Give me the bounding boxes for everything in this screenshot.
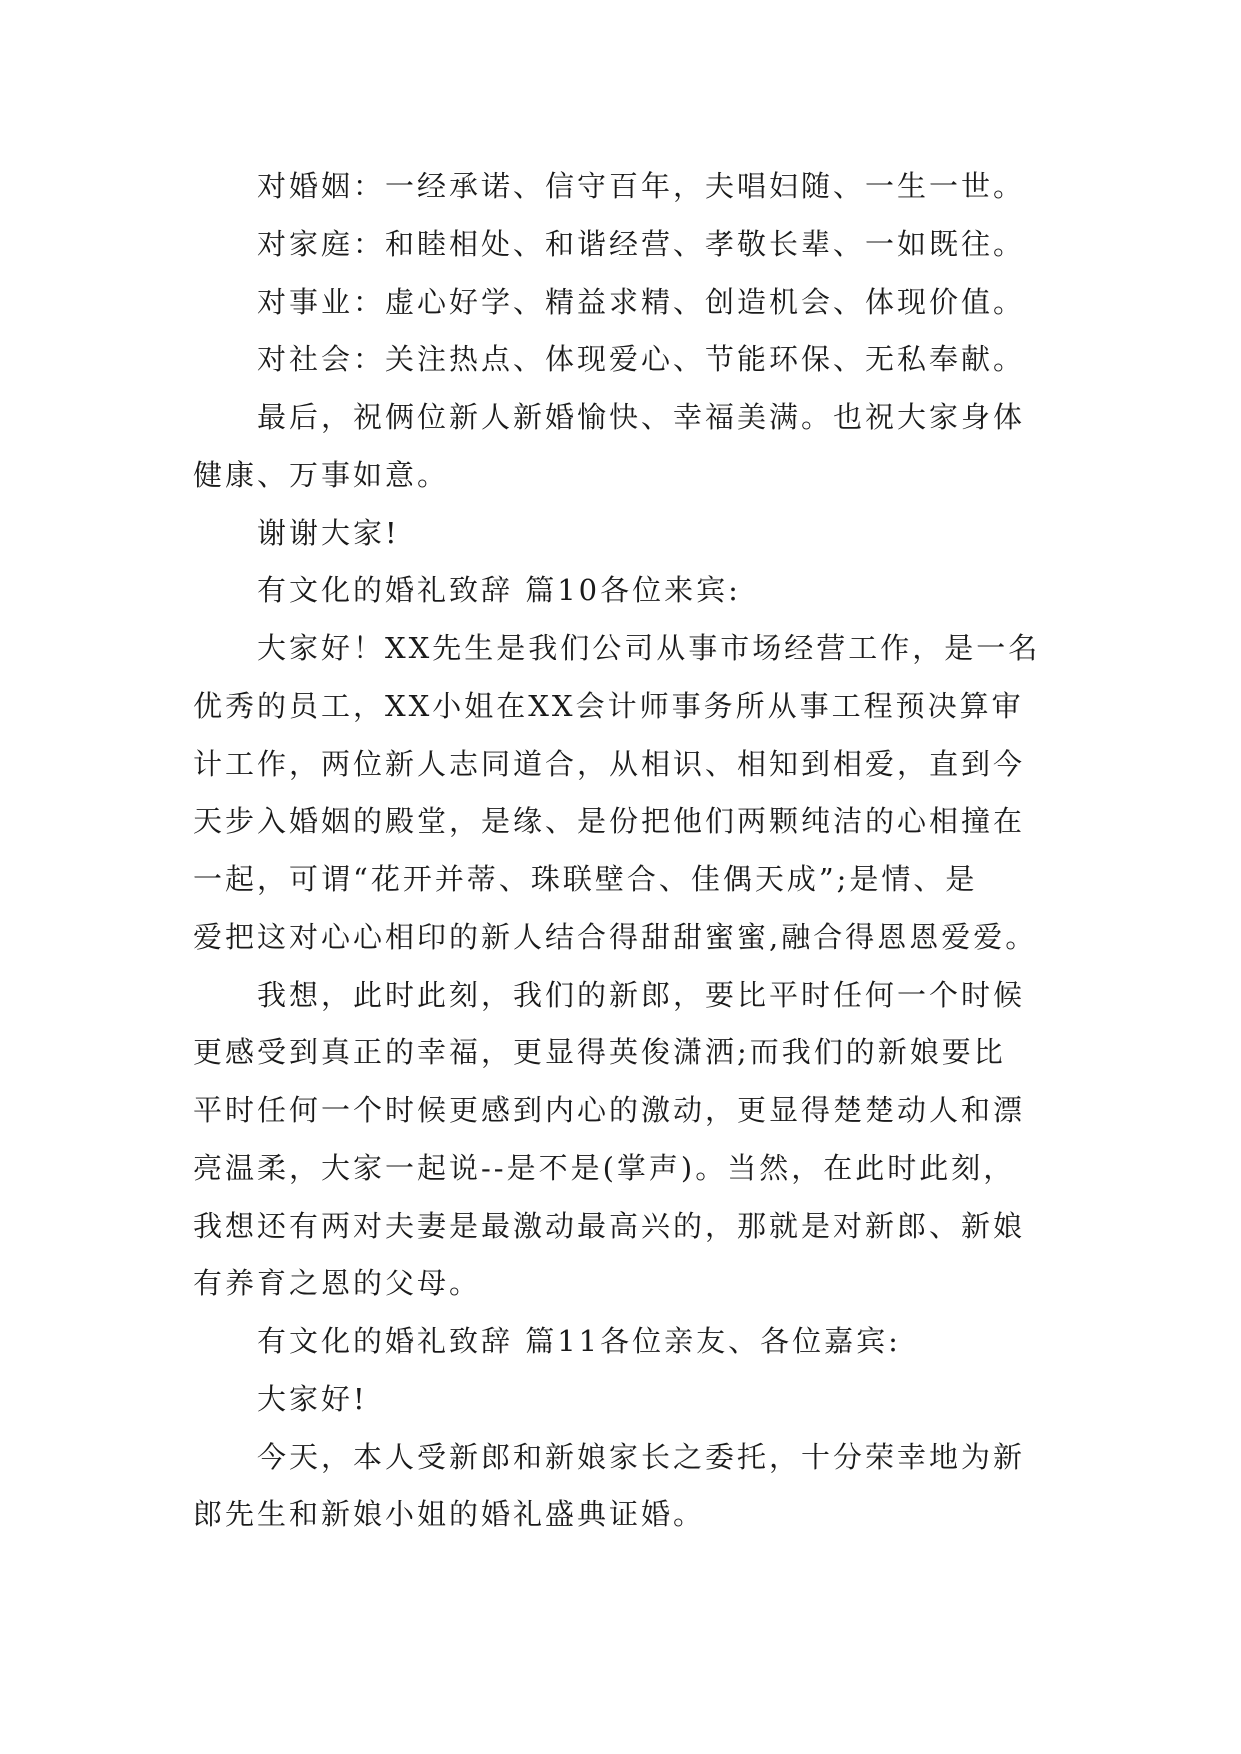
text-line: 亮温柔，大家一起说--是不是(掌声)。当然，在此时此刻， — [193, 1151, 1016, 1185]
text-line: 平时任何一个时候更感到内心的激动，更显得楚楚动人和漂 — [193, 1093, 1026, 1127]
text-line: 大家好！XX先生是我们公司从事市场经营工作，是一名 — [257, 631, 1041, 665]
text-line: 有养育之恩的父母。 — [193, 1266, 482, 1300]
text-line: 爱把这对心心相印的新人结合得甜甜蜜蜜,融合得恩恩爱爱。 — [193, 920, 1038, 954]
section-heading: 有文化的婚礼致辞 篇10各位来宾: — [257, 573, 741, 607]
text-line: 最后，祝俩位新人新婚愉快、幸福美满。也祝大家身体 — [257, 400, 1026, 434]
text-line: 更感受到真正的幸福，更显得英俊潇洒;而我们的新娘要比 — [193, 1035, 1006, 1069]
text-line: 天步入婚姻的殿堂，是缘、是份把他们两颗纯洁的心相撞在 — [193, 804, 1026, 838]
text-line: 今天，本人受新郎和新娘家长之委托，十分荣幸地为新 — [257, 1440, 1026, 1474]
text-line: 谢谢大家! — [257, 516, 400, 550]
text-line: 我想，此时此刻，我们的新郎，要比平时任何一个时候 — [257, 978, 1026, 1012]
text-line: 优秀的员工，XX小姐在XX会计师事务所从事工程预决算审 — [193, 689, 1024, 723]
text-line: 计工作，两位新人志同道合，从相识、相知到相爱，直到今 — [193, 747, 1026, 781]
text-line: 健康、万事如意。 — [193, 458, 450, 492]
text-line: 对家庭：和睦相处、和谐经营、孝敬长辈、一如既往。 — [257, 227, 1026, 261]
text-line: 大家好! — [257, 1382, 368, 1416]
text-line: 郎先生和新娘小姐的婚礼盛典证婚。 — [193, 1497, 706, 1531]
text-line: 我想还有两对夫妻是最激动最高兴的，那就是对新郎、新娘 — [193, 1209, 1026, 1243]
text-line: 对社会：关注热点、体现爱心、节能环保、无私奉献。 — [257, 342, 1026, 376]
text-line: 对婚姻：一经承诺、信守百年，夫唱妇随、一生一世。 — [257, 169, 1026, 203]
section-heading: 有文化的婚礼致辞 篇11各位亲友、各位嘉宾: — [257, 1324, 901, 1358]
text-line: 对事业：虚心好学、精益求精、创造机会、体现价值。 — [257, 285, 1026, 319]
text-line: 一起，可谓“花开并蒂、珠联壁合、佳偶天成”;是情、是 — [193, 862, 978, 896]
